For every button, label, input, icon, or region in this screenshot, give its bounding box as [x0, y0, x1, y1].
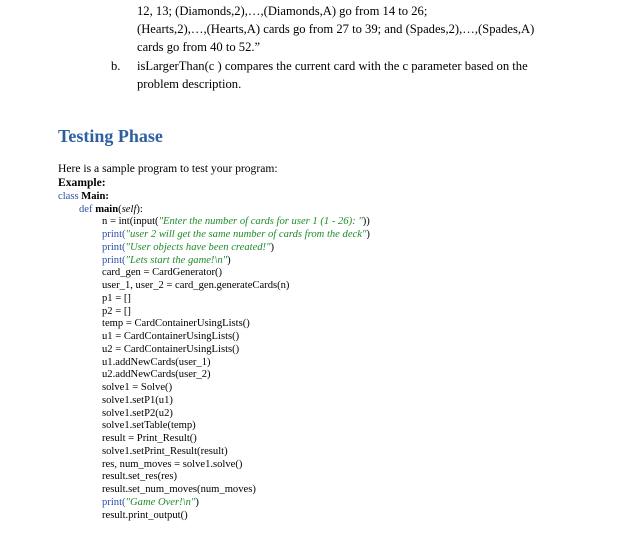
- keyword: class: [58, 191, 79, 202]
- code-line: [102, 216, 370, 229]
- function-name: main: [95, 204, 119, 215]
- code-line: solve1 = Solve(): [102, 382, 173, 393]
- code-text: )): [362, 216, 370, 227]
- section-heading: Testing Phase: [58, 126, 163, 146]
- code-line: p1 = []: [102, 293, 131, 304]
- intro-text: Here is a sample program to test your program:: [58, 162, 278, 175]
- code-line: solve1.setP2(u2): [102, 408, 173, 419]
- function-param: self: [121, 204, 137, 215]
- code-text: ): [195, 497, 199, 508]
- text-line: 12, 13; (Diamonds,2),…,(Diamonds,A) go from 14 to 26;: [137, 4, 428, 18]
- code-keyword: print(: [102, 242, 126, 253]
- code-line-def: def main(self):: [79, 204, 143, 215]
- code-line: [102, 229, 370, 242]
- code-keyword: print(: [102, 497, 126, 508]
- code-line: user_1, user_2 = card_gen.generateCards(n): [102, 280, 290, 291]
- code-keyword: print(: [102, 229, 126, 240]
- code-text: ): [366, 229, 370, 240]
- code-line: u1 = CardContainerUsingLists(): [102, 331, 240, 342]
- code-string: "user 2 will get the same number of cards from the deck": [125, 229, 367, 240]
- code-line: [102, 255, 231, 268]
- code-text: n = int(input(: [102, 216, 159, 227]
- code-line: result.print_output(): [102, 510, 188, 521]
- code-line-class: [58, 191, 109, 204]
- code-string: "Lets start the game!\n": [125, 255, 228, 266]
- text-line: cards go from 40 to 52.”: [137, 40, 261, 54]
- code-line: [102, 497, 199, 510]
- text-line: isLargerThan(c ) compares the current card with the c parameter based on the: [137, 59, 528, 73]
- class-name: Main:: [81, 191, 109, 202]
- code-line: res, num_moves = solve1.solve(): [102, 459, 243, 470]
- list-marker: b.: [111, 59, 121, 73]
- text-line: (Hearts,2),…,(Hearts,A) cards go from 27 to 39; and (Spades,2),…,(Spades,A): [137, 22, 535, 36]
- code-text: ): [270, 242, 275, 253]
- code-line: card_gen = CardGenerator(): [102, 267, 223, 278]
- code-line: solve1.setP1(u1): [102, 395, 173, 406]
- code-string: "Game Over!\n": [125, 497, 196, 508]
- list-item-b: [111, 57, 528, 75]
- code-line: u1.addNewCards(user_1): [102, 357, 211, 368]
- code-line: result = Print_Result(): [102, 433, 197, 444]
- code-line: result.set_res(res): [102, 471, 178, 482]
- code-line: [102, 242, 274, 255]
- example-label: Example:: [58, 176, 106, 189]
- code-line: temp = CardContainerUsingLists(): [102, 318, 250, 329]
- code-line: solve1.setPrint_Result(result): [102, 446, 228, 457]
- code-line: u2 = CardContainerUsingLists(): [102, 344, 240, 355]
- code-keyword: print(: [102, 255, 126, 266]
- code-text: ): [227, 255, 231, 266]
- code-string: "User objects have been created!": [125, 242, 271, 253]
- text-line: problem description.: [137, 77, 242, 91]
- code-line: result.set_num_moves(num_moves): [102, 484, 256, 495]
- keyword: def: [79, 204, 93, 215]
- code-line: p2 = []: [102, 306, 131, 317]
- code-line: u2.addNewCards(user_2): [102, 369, 211, 380]
- code-string: "Enter the number of cards for user 1 (1 - 26): ": [158, 216, 363, 227]
- function-close: ):: [136, 204, 143, 215]
- code-line: solve1.setTable(temp): [102, 420, 196, 431]
